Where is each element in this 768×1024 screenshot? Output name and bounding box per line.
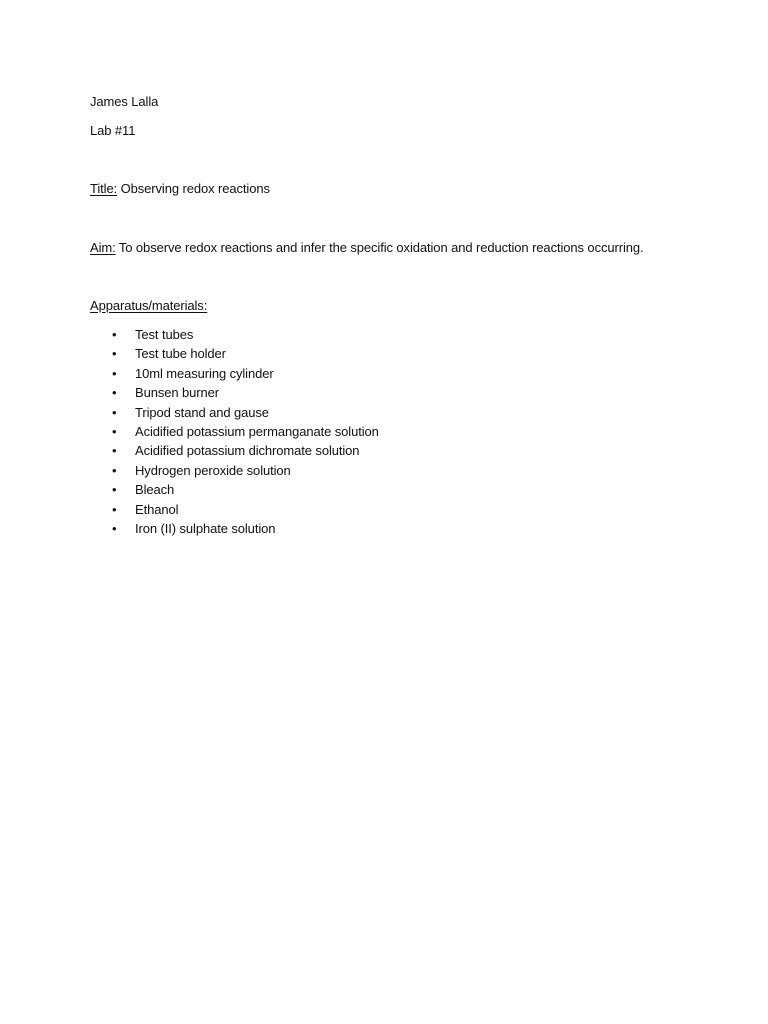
title-label: Title:	[90, 181, 118, 196]
material-text: Hydrogen peroxide solution	[135, 462, 291, 478]
bullet-icon: •	[112, 385, 117, 401]
bullet-icon: •	[112, 346, 117, 362]
author-name: James Lalla	[90, 94, 159, 109]
aim-label: Aim:	[90, 240, 116, 255]
apparatus-label: Apparatus/materials:	[90, 298, 208, 313]
bullet-icon: •	[112, 520, 117, 536]
bullet-icon: •	[112, 501, 117, 517]
material-text: Bleach	[135, 482, 175, 498]
bullet-icon: •	[112, 423, 117, 439]
aim-text: To observe redox reactions and infer the specific oxidation and reduction reactions occurring.	[118, 240, 644, 255]
material-text: Iron (II) sulphate solution	[135, 520, 276, 536]
bullet-icon: •	[112, 365, 117, 381]
bullet-icon: •	[112, 404, 117, 420]
material-text: Test tube holder	[135, 346, 226, 362]
apparatus-heading	[90, 298, 207, 314]
material-text: Bunsen burner	[135, 385, 219, 401]
material-text: 10ml measuring cylinder	[135, 365, 274, 381]
lab-number: Lab #11	[90, 123, 136, 138]
material-text: Ethanol	[135, 501, 179, 517]
bullet-icon: •	[112, 443, 117, 459]
aim-line	[90, 240, 644, 256]
material-text: Tripod stand and gause	[135, 404, 269, 420]
material-text: Test tubes	[135, 327, 194, 342]
bullet-icon: •	[112, 462, 117, 478]
bullet-icon: •	[112, 327, 117, 342]
title-text: Observing redox reactions	[120, 181, 270, 196]
material-text: Acidified potassium permanganate solution	[135, 423, 379, 439]
material-text: Acidified potassium dichromate solution	[135, 443, 360, 459]
bullet-icon: •	[112, 482, 117, 498]
title-line	[90, 181, 270, 197]
